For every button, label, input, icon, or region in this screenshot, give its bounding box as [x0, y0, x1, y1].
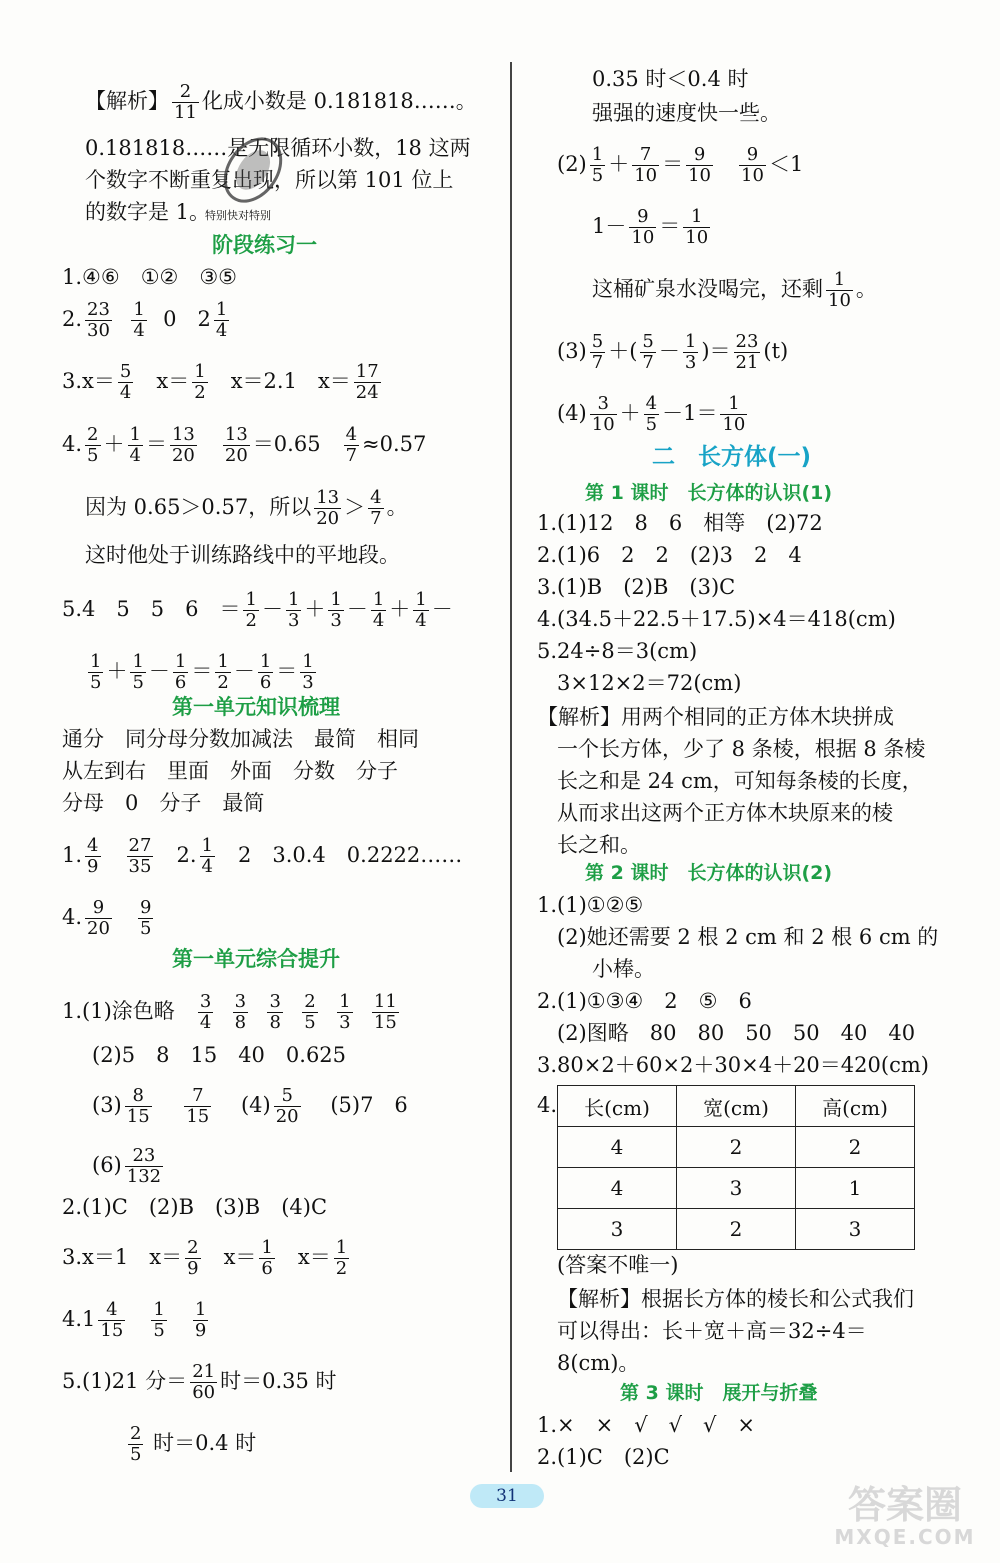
r-line-1: 0.35 时＜0.4 时 — [592, 67, 749, 91]
table-row — [558, 1209, 915, 1250]
improve-5-2: $\frac{2}{5}$ 时＝0.4 时 — [130, 1423, 257, 1465]
lesson1-analysis-1: 【解析】用两个相同的正方体木块拼成 — [537, 705, 894, 729]
improve-2: 2.(1)C (2)B (3)B (4)C — [62, 1195, 328, 1219]
lesson2-ans-2: 2.(1)①③④ 2 ⑤ 6 — [537, 989, 752, 1013]
lesson3-ans-2: 2.(1)C (2)C — [537, 1445, 670, 1469]
column-divider — [510, 62, 512, 1472]
table-cell: 1 — [796, 1168, 915, 1209]
chapter-title: 二 长方体(一) — [652, 444, 812, 470]
r-line-5: 这桶矿泉水没喝完，还剩 $\frac{1}{10}$ 。 — [592, 269, 877, 311]
lesson1-analysis-5: 长之和。 — [557, 833, 641, 857]
lesson3-ans-1: 1.× × √ √ √ × — [537, 1413, 755, 1437]
r-line-4: 1－ $\frac{9}{10}$ ＝ $\frac{1}{10}$ — [592, 206, 709, 248]
improve-3: 3.x＝1 x＝ $\frac{2}{9}$ x＝ $\frac{1}{6}$ x＝ $\frac{1}{2}$ — [62, 1237, 348, 1279]
answer-5-line-2: $\frac{1}{5}$ ＋ $\frac{1}{5}$ － $\frac{1}{6}$ ＝ $\frac{1}{2}$ － $\frac{1}{6}$ ＝ $\frac{1}{3}$ — [90, 651, 314, 693]
stamp-text: 特别快对特别 — [205, 209, 271, 222]
improve-1-2: (2)5 8 15 40 0.625 — [92, 1043, 347, 1067]
section-title-unit1-improve: 第一单元综合提升 — [172, 947, 340, 971]
lesson1-ans-2: 2.(1)6 2 2 (2)3 2 4 — [537, 543, 802, 567]
lesson1-ans-4: 4.(34.5＋22.5＋17.5)×4＝418(cm) — [537, 607, 896, 631]
answer-2: 2. $\frac{23}{30}$ $\frac{1}{4}$ 0 2 $\frac{1}{4}$ — [62, 299, 228, 341]
lesson1-ans-5: 5.24÷8＝3(cm) — [537, 639, 698, 663]
lesson1-analysis-4: 从而求出这两个正方体木块原来的棱 — [557, 801, 893, 825]
table-cell: 3 — [558, 1209, 677, 1250]
section-title-practice-1: 阶段练习一 — [212, 233, 317, 257]
knowledge-line-2: 从左到右 里面 外面 分数 分子 — [62, 759, 398, 783]
r-line-7: (4) $\frac{3}{10}$ ＋ $\frac{4}{5}$ －1＝ $\frac{1}{10}$ — [557, 393, 746, 435]
lesson-title-1: 第 1 课时 长方体的认识(1) — [585, 482, 833, 504]
lesson2-ans-1b: (2)她还需要 2 根 2 cm 和 2 根 6 cm 的 — [557, 925, 939, 949]
table-header-row — [558, 1086, 915, 1127]
knowledge-answers-2: 4. $\frac{9}{20}$ $\frac{9}{5}$ — [62, 897, 152, 939]
improve-4: 4.1 $\frac{4}{15}$ $\frac{1}{5}$ $\frac{1}{9}$ — [62, 1299, 207, 1341]
section-title-unit1-review: 第一单元知识梳理 — [172, 695, 340, 719]
answer-1: 1.④⑥ ①② ③⑤ — [62, 265, 237, 289]
lesson-title-3: 第 3 课时 展开与折叠 — [620, 1382, 818, 1404]
analysis-line-4: 的数字是 1。 — [85, 200, 211, 224]
lesson2-ans-4: 4. — [537, 1093, 558, 1117]
improve-1-3: (3) $\frac{8}{15}$ $\frac{7}{15}$ (4) $\frac{5}{20}$ (5)7 6 — [92, 1085, 408, 1127]
answer-4-reason: 因为 0.65＞0.57，所以 $\frac{13}{20}$ ＞ $\frac{4}{7}$ 。 — [85, 487, 408, 529]
answer-5-line-1: 5.4 5 5 6 ＝ $\frac{1}{2}$ － $\frac{1}{3}$ ＋ $\frac{1}{3}$ － $\frac{1}{4}$ ＋ $\frac{1}{4}$ － — [62, 589, 453, 631]
lesson1-ans-1: 1.(1)12 8 6 相等 (2)72 — [537, 511, 823, 535]
r-line-2: 强强的速度快一些。 — [592, 101, 781, 125]
lesson1-ans-3: 3.(1)B (2)B (3)C — [537, 575, 736, 599]
answer-4-conclusion: 这时他处于训练路线中的平地段。 — [85, 543, 400, 567]
lesson2-analysis-1: 【解析】根据长方体的棱长和公式我们 — [557, 1287, 914, 1311]
knowledge-answers-1: 1. $\frac{4}{9}$ $\frac{27}{35}$ 2. $\frac{1}{4}$ 2 3.0.4 0.2222…… — [62, 835, 463, 877]
lesson2-ans-1c: 小棒。 — [592, 957, 655, 981]
lesson2-ans-2b: (2)图略 80 80 50 50 40 40 — [557, 1021, 916, 1045]
table-cell: 2 — [796, 1127, 915, 1168]
lesson2-note: (答案不唯一) — [557, 1253, 679, 1277]
lesson-title-2: 第 2 课时 长方体的认识(2) — [585, 862, 833, 884]
lesson1-analysis-2: 一个长方体，少了 8 条棱，根据 8 条棱 — [557, 737, 926, 761]
answer-3: 3.x＝ $\frac{5}{4}$ x＝ $\frac{1}{2}$ x＝2.1 x＝ $\frac{17}{24}$ — [62, 361, 379, 403]
answer-4: 4. $\frac{2}{5}$ ＋ $\frac{1}{4}$ ＝ $\frac{13}{20}$ $\frac{13}{20}$ ＝0.65 $\frac{4}{7}$ ≈0.57 — [62, 424, 427, 466]
lesson2-analysis-2: 可以得出：长＋宽＋高＝32÷4＝ — [557, 1319, 867, 1343]
stamp-icon — [208, 120, 303, 215]
table-header: 高(cm) — [796, 1086, 915, 1127]
dimension-table — [557, 1085, 915, 1250]
analysis-line-1: 【解析】 $\frac{2}{11}$ 化成小数是 0.181818……。 — [85, 81, 477, 123]
improve-1-1: 1.(1)涂色略 $\frac{3}{4}$ $\frac{3}{8}$ $\frac{3}{8}$ $\frac{2}{5}$ $\frac{1}{3}$ $\frac{11}{15}$ — [62, 991, 397, 1033]
table-header: 长(cm) — [558, 1086, 677, 1127]
lesson2-analysis-3: 8(cm)。 — [557, 1351, 640, 1375]
page-number: 31 — [470, 1484, 544, 1508]
improve-1-6: (6) $\frac{23}{132}$ — [92, 1145, 162, 1187]
analysis-line-2: 0.181818……是无限循环小数，18 这两 — [85, 136, 471, 160]
table-header: 宽(cm) — [677, 1086, 796, 1127]
lesson2-ans-1: 1.(1)①②⑤ — [537, 893, 644, 917]
table-cell: 3 — [796, 1209, 915, 1250]
table-cell: 4 — [558, 1168, 677, 1209]
table-cell: 3 — [677, 1168, 796, 1209]
table-cell: 2 — [677, 1209, 796, 1250]
r-line-6: (3) $\frac{5}{7}$ ＋( $\frac{5}{7}$ － $\frac{1}{3}$ )＝ $\frac{23}{21}$ (t) — [557, 331, 789, 373]
watermark-logo: 答案圈 MXQE.COM — [834, 1483, 976, 1549]
table-row — [558, 1127, 915, 1168]
table-cell: 4 — [558, 1127, 677, 1168]
table-cell: 2 — [677, 1127, 796, 1168]
improve-5-1: 5.(1)21 分＝ $\frac{21}{60}$ 时＝0.35 时 — [62, 1361, 337, 1403]
knowledge-line-3: 分母 0 分子 最简 — [62, 791, 265, 815]
r-line-3: (2) $\frac{1}{5}$ ＋ $\frac{7}{10}$ ＝ $\frac{9}{10}$ $\frac{9}{10}$ ＜1 — [557, 144, 804, 186]
analysis-line-3: 个数字不断重复出现，所以第 101 位上 — [85, 168, 454, 192]
lesson2-ans-3: 3.80×2＋60×2＋30×4＋20＝420(cm) — [537, 1053, 929, 1077]
table-row — [558, 1168, 915, 1209]
knowledge-line-1: 通分 同分母分数加减法 最简 相同 — [62, 727, 419, 751]
lesson1-analysis-3: 长之和是 24 cm，可知每条棱的长度， — [557, 769, 923, 793]
lesson1-ans-5b: 3×12×2＝72(cm) — [557, 671, 742, 695]
